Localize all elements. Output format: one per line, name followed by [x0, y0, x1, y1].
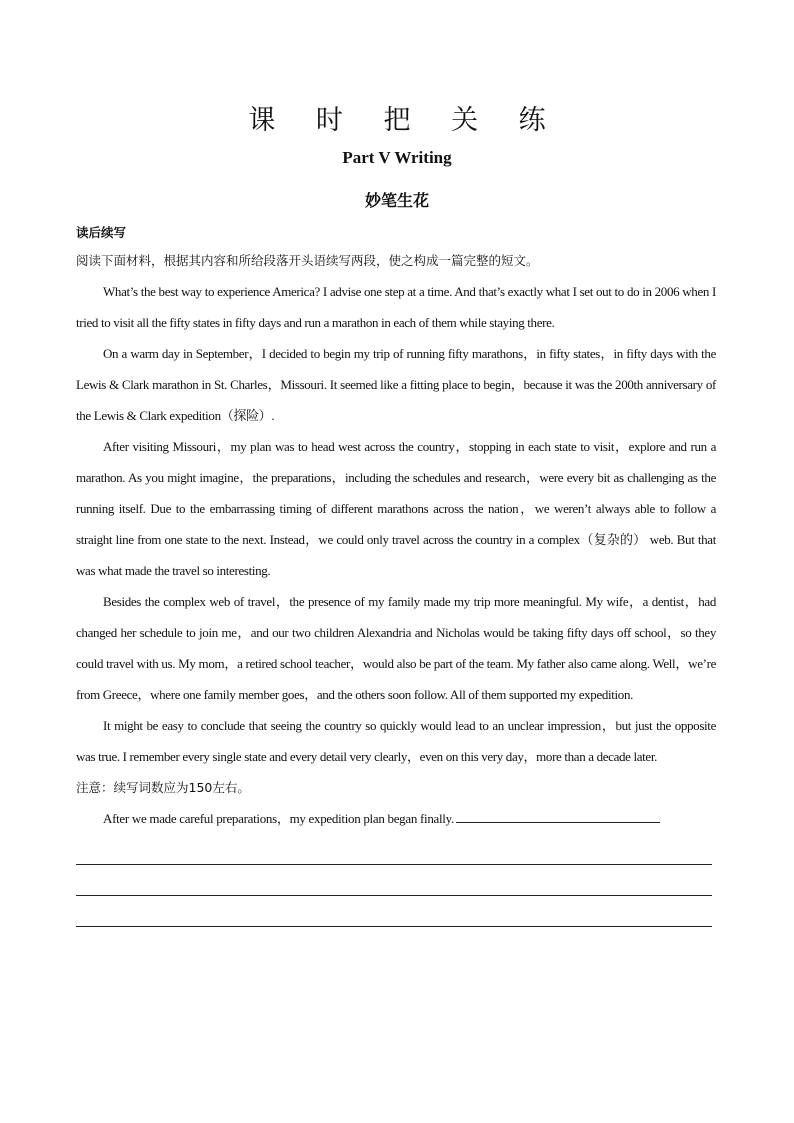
answer-line[interactable] [76, 896, 712, 927]
section-label: 读后续写 [76, 225, 127, 240]
passage-paragraph: On a warm day in September，I decided to begin my trip of running fifty marathons，in fifty states，in fifty days with the Lewis & Clark marathon in St. Charles，Missouri. It seemed like a fitting place to begin，because it was the 200th anniversary of the Lewis & Clark expedition（探险）. [76, 346, 716, 423]
continuation-opening-line [76, 803, 716, 834]
passage-paragraph: It might be easy to conclude that seeing the country so quickly would lead to an unclear impression，but just the opposite was true. I remember every single state and every detail very clearly，even on this very day，more than a decade later. [76, 718, 716, 764]
content-area [76, 222, 716, 927]
section-subtitle: 妙笔生花 [364, 191, 429, 210]
passage-paragraph: Besides the complex web of travel，the presence of my family made my trip more meaningful. My wife，a dentist，had changed her schedule to join me，and our two children Alexandria and Nicholas would be taking fifty days off school，so they could travel with us. My mom，a retired school teacher，would also be part of the team. My father also came along. Well，we’re from Greece，where one family member goes，and the others soon follow. All of them supported my expedition. [76, 594, 716, 702]
passage-paragraph: What’s the best way to experience America? I advise one step at a time. And that’s exactly what I set out to do in 2006 when I tried to visit all the fifty states in fifty days and run a marathon in each of them while staying there. [76, 284, 716, 330]
page-title: 课 时 把 关 练 [248, 105, 562, 136]
answer-blank-inline[interactable] [456, 806, 660, 823]
passage-paragraph: After visiting Missouri，my plan was to head west across the country，stopping in each state to visit，explore and run a marathon. As you might imagine，the preparations，including the schedules and research，were every bit as challenging as the running itself. Due to the embarrassing timing of different marathons across the nation，we weren’t always able to follow a straight line from one state to the next. Instead，we could only travel across the country in a complex（复杂的） web. But that was what made the travel so interesting. [76, 439, 716, 578]
answer-line[interactable] [76, 834, 712, 865]
instruction-text: 阅读下面材料，根据其内容和所给段落开头语续写两段，使之构成一篇完整的短文。 [76, 253, 539, 268]
answer-line[interactable] [76, 865, 712, 896]
unit-subtitle: Part V Writing [342, 148, 452, 167]
continuation-opening-text: After we made careful preparations，my expedition plan began finally. [103, 811, 454, 826]
word-count-note: 注意：续写词数应为150左右。 [76, 780, 250, 795]
